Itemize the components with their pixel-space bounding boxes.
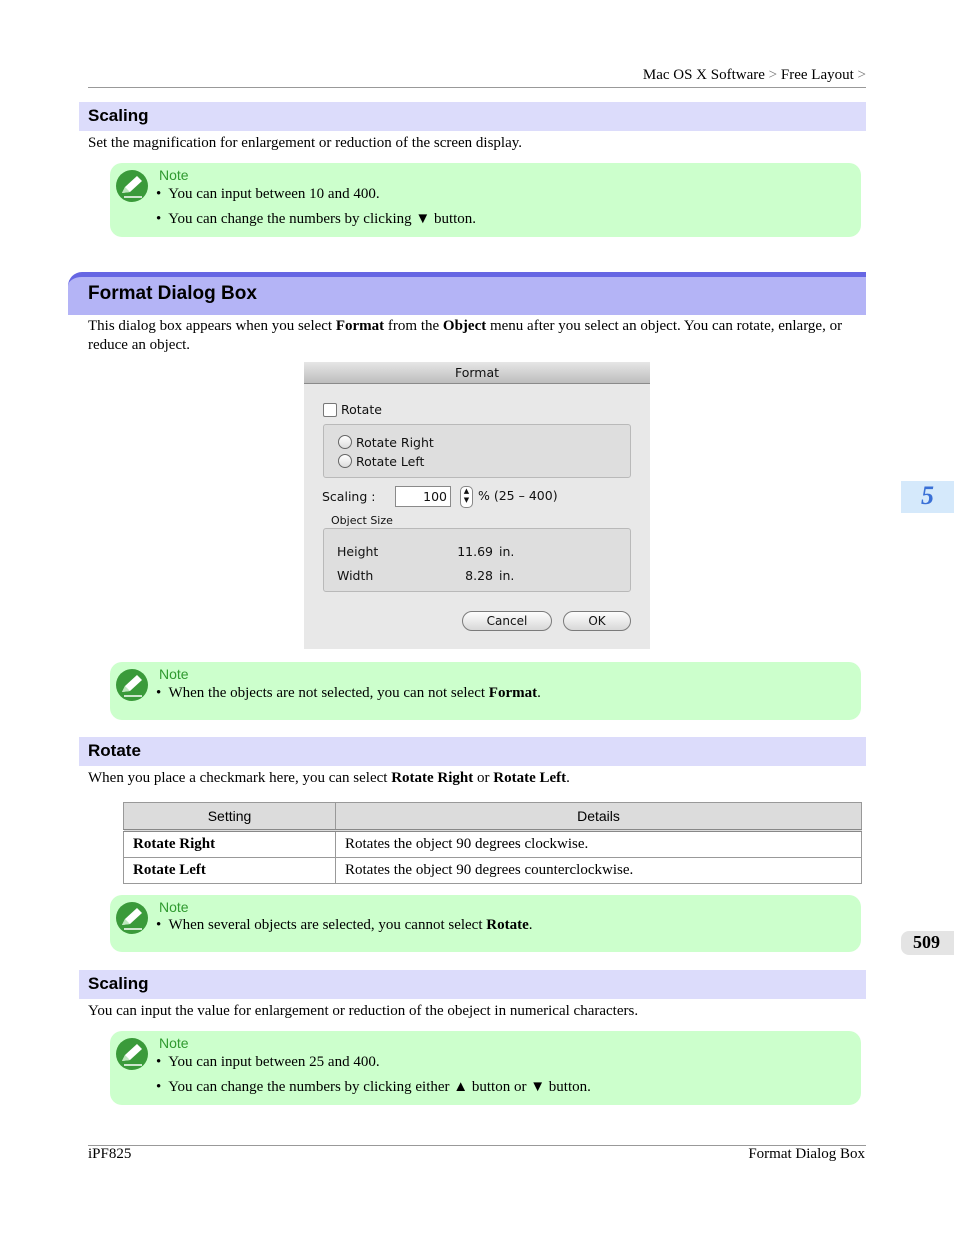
section-heading-text: Scaling <box>88 974 149 993</box>
scaling-input[interactable]: 100 <box>395 486 451 507</box>
rotate-checkbox[interactable] <box>323 403 337 417</box>
cancel-button[interactable]: Cancel <box>462 611 552 631</box>
details-cell: Rotates the object 90 degrees counterclockwise. <box>336 858 862 884</box>
pencil-note-icon <box>115 668 149 702</box>
column-header-details: Details <box>336 803 862 831</box>
note-title: Note <box>159 899 189 915</box>
breadcrumb-item[interactable]: Free Layout <box>780 67 854 83</box>
height-value: 11.69 <box>457 544 493 559</box>
rotate-label: Rotate <box>341 402 382 417</box>
rotate-left-label: Rotate Left <box>356 454 425 469</box>
rotate-left-radio[interactable] <box>338 454 352 468</box>
section-heading-text: Format Dialog Box <box>88 283 257 304</box>
note-title: Note <box>159 167 189 183</box>
breadcrumb-separator: > <box>857 67 866 83</box>
note-item: • You can input between 10 and 400. <box>156 186 380 202</box>
page-number: 509 <box>913 932 940 952</box>
rotate-options-group <box>323 424 631 478</box>
note-item: • You can change the numbers by clicking ▼ button. <box>156 211 477 227</box>
pencil-note-icon <box>115 901 149 935</box>
note-item: • When the objects are not selected, you can not select Format. <box>156 685 541 701</box>
note-box <box>110 895 861 952</box>
width-unit: in. <box>499 568 515 583</box>
footer-section-title: Format Dialog Box <box>748 1146 865 1162</box>
footer-model: iPF825 <box>88 1146 132 1162</box>
note-box <box>110 1031 861 1105</box>
ok-button[interactable]: OK <box>563 611 631 631</box>
note-title: Note <box>159 666 189 682</box>
section-heading-scaling <box>79 970 866 999</box>
format-dialog <box>304 362 650 649</box>
note-box <box>110 662 861 720</box>
breadcrumb <box>643 67 866 84</box>
chapter-tab[interactable] <box>901 481 954 513</box>
breadcrumb-separator: > <box>768 67 778 83</box>
details-cell: Rotates the object 90 degrees clockwise. <box>336 831 862 858</box>
section-heading-format-dialog-box <box>68 272 866 315</box>
setting-cell: Rotate Left <box>124 858 336 884</box>
dialog-title: Format <box>304 362 650 384</box>
stepper-down-icon[interactable]: ▼ <box>463 496 470 504</box>
rotate-settings-table <box>123 802 862 884</box>
section-heading-text: Rotate <box>88 741 141 760</box>
height-label: Height <box>337 544 379 559</box>
object-size-label: Object Size <box>331 514 393 527</box>
note-title: Note <box>159 1035 189 1051</box>
setting-cell: Rotate Right <box>124 831 336 858</box>
scaling-description: Set the magnification for enlargement or reduction of the screen display. <box>88 135 523 151</box>
section-heading-rotate <box>79 737 866 766</box>
height-unit: in. <box>499 544 515 559</box>
chapter-number: 5 <box>921 481 934 510</box>
table-header-row <box>124 803 862 831</box>
table-row <box>124 831 862 858</box>
pencil-note-icon <box>115 1037 149 1071</box>
rotate-description: When you place a checkmark here, you can select Rotate Right or Rotate Left. <box>88 770 570 786</box>
section-heading-scaling <box>79 102 866 131</box>
stepper-up-icon[interactable]: ▲ <box>463 487 470 495</box>
pencil-note-icon <box>115 169 149 203</box>
breadcrumb-item[interactable]: Mac OS X Software <box>642 67 765 83</box>
scaling-label: Scaling : <box>322 489 376 504</box>
section-heading-text: Scaling <box>88 106 149 125</box>
width-label: Width <box>337 568 374 583</box>
note-item: • You can change the numbers by clicking either ▲ button or ▼ button. <box>156 1079 591 1095</box>
rotate-right-label: Rotate Right <box>356 435 434 450</box>
page-number-tab <box>901 931 954 955</box>
column-header-setting: Setting <box>124 803 336 831</box>
note-box <box>110 163 861 237</box>
rotate-right-radio[interactable] <box>338 435 352 449</box>
object-size-group <box>323 528 631 592</box>
width-value: 8.28 <box>465 568 493 583</box>
scaling-stepper[interactable] <box>460 486 473 508</box>
scaling-value-description: You can input the value for enlargement or reduction of the obeject in numerical characters. <box>88 1003 639 1019</box>
note-item: • You can input between 25 and 400. <box>156 1054 380 1070</box>
format-dialog-intro: This dialog box appears when you select Format from the Object menu after you select an object. You can rotate, enlarge, or reduce an object. <box>88 318 843 353</box>
table-row <box>124 858 862 884</box>
scaling-range: % (25 – 400) <box>478 488 558 503</box>
note-item: • When several objects are selected, you cannot select Rotate. <box>156 917 533 933</box>
header-rule <box>88 87 866 88</box>
